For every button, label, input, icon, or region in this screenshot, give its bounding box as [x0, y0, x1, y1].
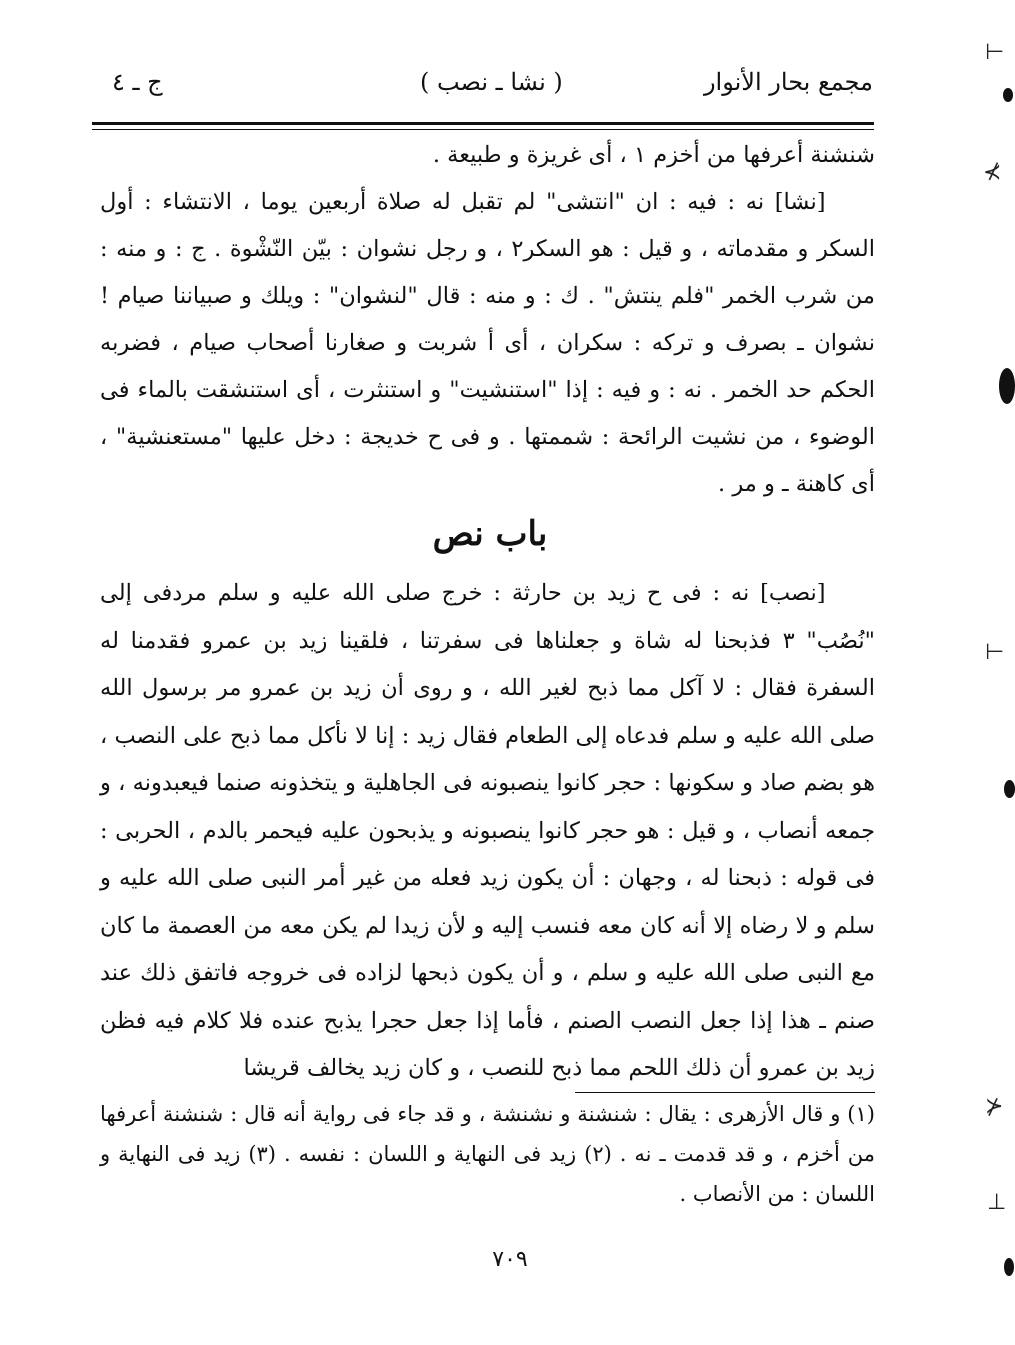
scan-blot-icon [1003, 88, 1013, 102]
scan-blot-icon [1004, 780, 1015, 798]
scan-blot-icon [999, 368, 1015, 404]
margin-mark-icon: ⊁ [985, 1094, 1004, 1119]
entry-nasha-paragraph: [نشا] نه : فيه : ان "انتشى" لم تقبل له صلاة أربعين يوما ، الانتشاء : أول السكر و مقدماته ، و قيل : هو السكر٢ ، و رجل نشوان : بيّن النّشْوة . ج : و منه : من شرب الخمر "فلم ينتش" . ك : و منه : قال "لنشوان" : ويلك و صبياننا صيام ! نشوان ـ بصرف و تركه : سكران ، أى أ شربت و صغارنا أصحاب صيام ، فضربه الحكم حد الخمر . نه : و فيه : إذا "استنشيت" و استنثرت ، أى استنشقت بالماء فى الوضوء ، من نشيت الرائحة : شممتها . و فى ح خديجة : دخل عليها "مستعنشية" ، أى كاهنة ـ و مر . [100, 189, 875, 497]
margin-mark-icon: ⊀ [983, 160, 1002, 185]
entry-nasha-block [100, 132, 875, 508]
header-rule-thick [92, 122, 874, 125]
section-heading: باب نص [432, 514, 548, 554]
running-header-entry-range: ( نشا ـ نصب ) [420, 68, 563, 96]
page-number: ٧٠٩ [492, 1247, 528, 1272]
footnote-separator [575, 1092, 875, 1093]
header-rule-thin [92, 129, 874, 130]
entry-nasb-paragraph: [نصب] نه : فى ح زيد بن حارثة : خرج صلى الله عليه و سلم مردفى إلى "نُصُب" ٣ فذبحنا له شاة و جعلناها فى سفرتنا ، فلقينا زيد بن عمرو فقدمنا له السفرة فقال : لا آكل مما ذبح لغير الله ، و روى أن زيد بن عمرو مر برسول الله صلى الله عليه و سلم فدعاه إلى الطعام فقال زيد : إنا لا نأكل مما ذبح على النصب ، هو بضم صاد و سكونها : حجر كانوا ينصبونه فى الجاهلية و يتخذونه صنما فيعبدونه ، و جمعه أنصاب ، و قيل : هو حجر كانوا ينصبونه و يذبحون عليه فيحمر بالدم ، الحربى : فى قوله : ذبحنا له ، وجهان : أن يكون زيد فعله من غير أمر النبى صلى الله عليه و سلم و لا رضاه إلا أنه كان معه فنسب إليه و لأن زيدا لم يكن معه من العصمة ما كان مع النبى صلى الله عليه و سلم ، و أن يكون ذبحها لزاده فى خروجه فاتفق ذلك عند صنم ـ هذا إذا جعل النصب الصنم ، فأما إذا جعل حجرا يذبح عنده فلا كلام فيه فظن زيد بن عمرو أن ذلك اللحم مما ذبح للنصب ، و كان زيد يخالف قريشا [100, 580, 876, 1081]
running-header-book-title: مجمع بحار الأنوار [703, 68, 873, 96]
entry-nasb-block [100, 570, 875, 1093]
running-header-volume: ج ـ ٤ [112, 68, 163, 96]
margin-mark-icon: ⊢ [985, 40, 1005, 65]
margin-mark-icon: ⊢ [985, 640, 1005, 665]
footnotes: (١) و قال الأزهرى : يقال : شنشنة و نشنشة ، و قد جاء فى رواية أنه قال : شنشنة أعرفها من أخزم ، و قد قدمت ـ نه . (٢) زيد فى النهاية و اللسان : نفسه . (٣) زيد فى النهاية و اللسان : من الأنصاب . [100, 1102, 875, 1206]
continuation-paragraph: شنشنة أعرفها من أخزم ١ ، أى غريزة و طبيعة . [432, 142, 875, 168]
margin-mark-icon: ⊥ [987, 1190, 1007, 1215]
scan-blot-icon [1004, 1258, 1014, 1276]
